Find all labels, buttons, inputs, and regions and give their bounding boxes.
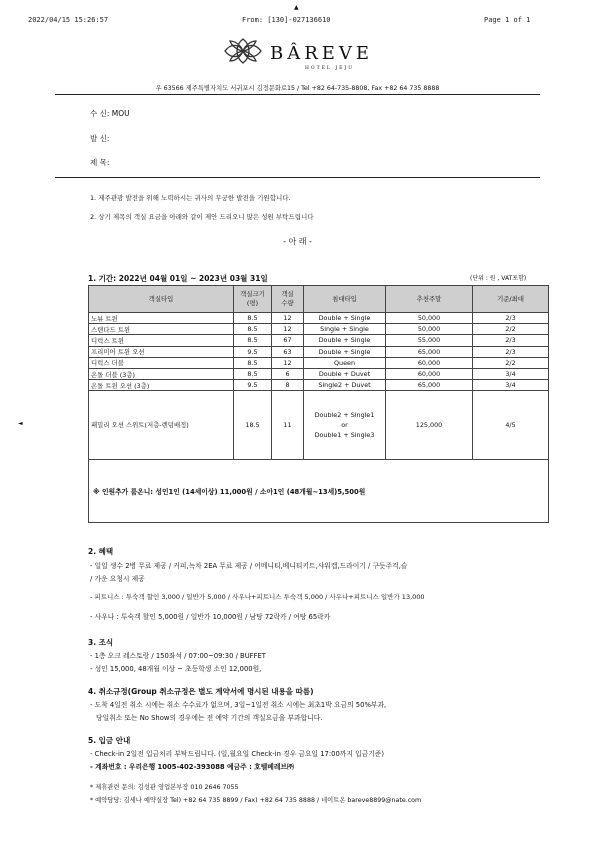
benefits-line-4: - 사우나 : 투숙객 할인 5,000원 / 일반가 10,000원 / 남탕 72락카 / 여탕 65락카	[90, 613, 331, 621]
room-qty: 11	[272, 391, 304, 460]
recipient-row	[90, 108, 130, 119]
room-type: 디럭스 더블	[89, 357, 234, 368]
occupancy: 4/5	[473, 391, 549, 460]
cancel-title: 4. 취소규정(Group 취소규정은 별도 계약서에 명시된 내용을 따름)	[88, 687, 314, 696]
benefits-line-2: / 가운 요청시 제공	[90, 575, 145, 583]
bed-type: Double + Single	[304, 313, 386, 324]
weekend-rate: 55,000	[386, 335, 473, 346]
room-size: 18.5	[234, 391, 272, 460]
table-row	[89, 324, 549, 335]
table-row	[89, 380, 549, 391]
side-arrow-mark: ◄	[18, 420, 23, 427]
bed-type: Double + Single	[304, 335, 386, 346]
room-type: 온돌 트윈 오션 (3층)	[89, 380, 234, 391]
room-qty: 12	[272, 357, 304, 368]
fax-datetime: 2022/04/15 15:26:57	[28, 16, 109, 24]
header-weekend-rate: 추천주말	[386, 286, 473, 313]
below-heading: - 아 래 -	[283, 237, 312, 246]
breakfast-title: 3. 조식	[88, 638, 114, 647]
subject-label: 제 목:	[90, 158, 110, 167]
occupancy: 3/4	[473, 380, 549, 391]
cancel-line-1: - 도착 4일전 취소 시에는 취소 수수료가 없으며, 3일~1일전 취소 시에는 최초1박 요금의 50%부과,	[90, 701, 387, 709]
room-size: 8.5	[234, 368, 272, 379]
fax-page: Page 1 of 1	[484, 16, 531, 24]
rate-table	[88, 285, 549, 523]
header-bed-type: 침대타입	[304, 286, 386, 313]
subject-row	[90, 157, 109, 168]
room-type: 프리미어 트윈 오션	[89, 346, 234, 357]
fax-from: From: [130]-027136610	[242, 16, 331, 24]
sender-row	[90, 133, 109, 144]
breakfast-line-1: - 1층 오크 레스토랑 / 150좌석 / 07:00~09:30 / BUFFET	[90, 652, 266, 660]
bed-type: Single2 + Duvet	[304, 380, 386, 391]
bed-option-2: Double1 + Single3	[314, 431, 375, 440]
contact-line-1: * 제휴관련 문의: 김성관 영업본부장 010 2646 7055	[90, 784, 239, 791]
rate-table-header	[89, 286, 549, 313]
contact-line-2: * 예약담당: 김세나 예약실장 Tel) +82 64 735 8899 / Fax) +82 64 735 8888 / 네이트온 bareve8899@nate.com	[90, 797, 422, 804]
breakfast-line-2: - 성인 15,000, 48개월 이상 ~ 초등학생 소인 12,000원,	[90, 665, 262, 673]
benefits-line-3: - 피트니스 : 투숙객 할인 3,000 / 일반가 5,000 / 사우나+피트니스 투숙객 5,000 / 사우나+피트니스 일반가 13,000	[90, 593, 425, 601]
occupancy: 3/4	[473, 368, 549, 379]
header-room-qty: 객실 수량	[272, 286, 304, 313]
room-qty: 63	[272, 346, 304, 357]
header-room-type: 객실타입	[89, 286, 234, 313]
room-size: 8.5	[234, 324, 272, 335]
weekend-rate: 125,000	[386, 391, 473, 460]
room-size: 8.5	[234, 357, 272, 368]
intro-line-1: 1. 제주관광 발전을 위해 노력하시는 귀사의 무궁한 발전을 기원합니다.	[90, 194, 291, 202]
room-type: 온돌 더블 (3층)	[89, 368, 234, 379]
header-occupancy: 기준/최대	[473, 286, 549, 313]
top-arrow-mark: ▲	[294, 4, 299, 11]
weekend-rate: 65,000	[386, 380, 473, 391]
room-type: 패밀리 오션 스위트(저층-렌덤배정)	[89, 391, 234, 460]
deposit-title: 5. 입금 안내	[88, 736, 131, 745]
recipient-label: 수 신:	[90, 109, 110, 118]
room-qty: 12	[272, 324, 304, 335]
weekend-rate: 50,000	[386, 324, 473, 335]
table-row	[89, 357, 549, 368]
room-qty: 12	[272, 313, 304, 324]
room-type: 디럭스 트윈	[89, 335, 234, 346]
weekend-rate: 60,000	[386, 368, 473, 379]
hotel-sub: HOTEL JEJU	[305, 66, 355, 71]
benefits-title: 2. 혜택	[88, 547, 114, 556]
period-text: 1. 기간: 2022년 04월 01일 ~ 2023년 03월 31일	[88, 274, 268, 283]
period-unit: (단위 : 원 , VAT포함)	[470, 275, 527, 282]
weekend-rate: 60,000	[386, 357, 473, 368]
table-row-family-suite	[89, 391, 549, 460]
benefits-line-1: - 일일 생수 2병 무료 제공 / 커피,녹차 2EA 무료 제공 / 어메니티,베니티키트,샤워캡,드라이기 / 구듯주걱,슬	[90, 562, 408, 570]
table-row	[89, 368, 549, 379]
room-qty: 8	[272, 380, 304, 391]
bed-option-1: Double2 + Single1	[314, 411, 375, 420]
room-size: 8.5	[234, 313, 272, 324]
table-note-row	[89, 460, 549, 523]
room-qty: 6	[272, 368, 304, 379]
header-rule	[55, 94, 540, 95]
weekend-rate: 50,000	[386, 313, 473, 324]
bed-type	[304, 391, 386, 460]
occupancy: 2/3	[473, 346, 549, 357]
room-type: 노뷰 트윈	[89, 313, 234, 324]
recipient-value: MOU	[111, 109, 130, 118]
weekend-rate: 65,000	[386, 346, 473, 357]
room-type: 스탠다드 트윈	[89, 324, 234, 335]
bed-type: Queen	[304, 357, 386, 368]
occupancy: 2/2	[473, 357, 549, 368]
header-room-size: 객실크기 (평)	[234, 286, 272, 313]
table-row	[89, 346, 549, 357]
occupancy: 2/2	[473, 324, 549, 335]
deposit-account: - 계좌번호 : 우리은행 1005-402-393088 예금주 : 호텔베레브㈜	[90, 763, 294, 771]
table-row	[89, 313, 549, 324]
hotel-name: BÂREVE	[270, 43, 374, 64]
occupancy: 2/3	[473, 313, 549, 324]
room-size: 8.5	[234, 335, 272, 346]
hotel-logo-emblem	[222, 36, 264, 68]
hotel-address: 우 63566 제주특별자치도 서귀포시 김정문화로15 / Tel +82 64-735-8808, Fax +82 64 735 8888	[155, 85, 440, 92]
bed-type: Single + Single	[304, 324, 386, 335]
bed-option-or: or	[341, 421, 348, 430]
cancel-line-2: 당일취소 또는 No Show의 경우에는 전 예약 기간의 객실요금을 부과합니다.	[96, 714, 323, 722]
room-size: 9.5	[234, 380, 272, 391]
sender-label: 발 신:	[90, 134, 110, 143]
bed-type: Double + Single	[304, 346, 386, 357]
room-size: 9.5	[234, 346, 272, 357]
extra-person-note: ※ 인원추가 룸온니: 성인1인 (14세이상) 11,000원 / 소아1인 (48개월~13세)5,500원	[89, 460, 549, 523]
deposit-line-1: - Check-in 2일전 입금처리 부탁드립니다. (일,월요일 Check-in 경우 금요일 17:00까지 입금기준)	[90, 750, 384, 758]
bed-type: Double + Duvet	[304, 368, 386, 379]
intro-line-2: 2. 상기 제목의 객실 요금을 아래와 같이 제안 드리오니 많은 성원 부탁드립니다	[90, 213, 314, 221]
room-qty: 67	[272, 335, 304, 346]
occupancy: 2/3	[473, 335, 549, 346]
recipient-rule	[55, 177, 540, 178]
table-row	[89, 335, 549, 346]
